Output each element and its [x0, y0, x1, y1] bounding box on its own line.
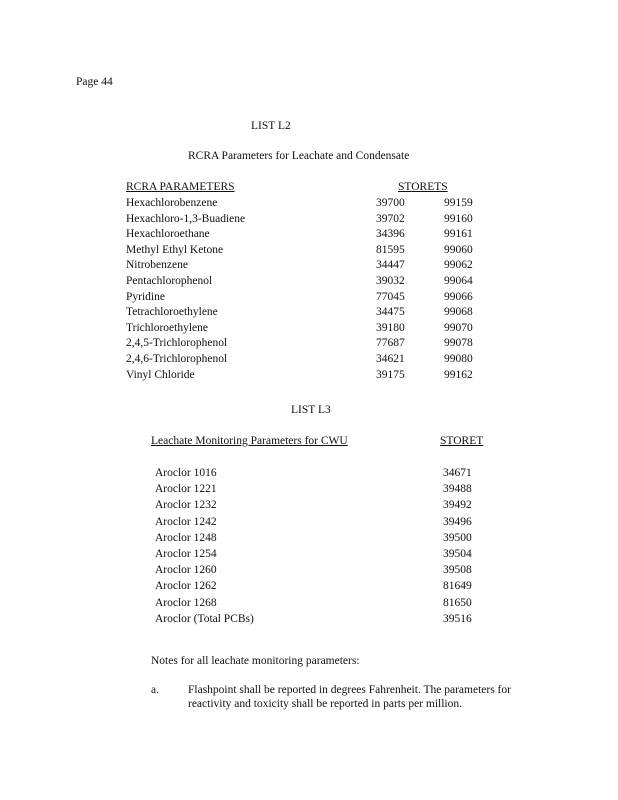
storet-code-alt: 99160: [444, 212, 473, 225]
storet-code: 77687: [376, 337, 405, 350]
storet-code: 81649: [443, 580, 472, 593]
parameter-name: Aroclor (Total PCBs): [155, 612, 254, 625]
storet-code-alt: 99070: [444, 321, 473, 334]
page-number: Page 44: [76, 76, 113, 88]
list-l2-column-header-parameters: RCRA PARAMETERS: [126, 181, 235, 193]
list-l2-column-header-storets: STORETS: [398, 181, 448, 193]
storet-code: 77045: [376, 290, 405, 303]
list-l2-subtitle: RCRA Parameters for Leachate and Condensate: [188, 150, 410, 162]
storet-code-alt: 99159: [444, 197, 473, 209]
parameter-name: Aroclor 1221: [155, 483, 217, 496]
table-row: [0, 532, 618, 548]
note-marker: a.: [151, 684, 159, 696]
parameter-name: Aroclor 1268: [155, 596, 217, 609]
parameter-name: Aroclor 1242: [155, 515, 217, 528]
note-text-line: Flashpoint shall be reported in degrees Fahrenheit. The parameters for: [188, 684, 511, 696]
storet-code: 81595: [376, 243, 405, 256]
table-row: [0, 322, 618, 338]
storet-code: 39508: [443, 564, 472, 577]
parameter-name: Nitrobenzene: [126, 259, 188, 272]
storet-code: 39032: [376, 275, 405, 287]
parameter-name: Vinyl Chloride: [126, 368, 195, 381]
storet-code-alt: 99062: [444, 259, 473, 272]
table-row: [0, 291, 618, 307]
table-row: [0, 228, 618, 244]
parameter-name: Trichloroethylene: [126, 321, 208, 334]
table-row: [0, 548, 618, 564]
storet-code: 39492: [443, 499, 472, 512]
storet-code-alt: 99080: [444, 353, 473, 365]
storet-code-alt: 99068: [444, 306, 473, 319]
list-l3-column-header-parameters: Leachate Monitoring Parameters for CWU: [151, 435, 348, 447]
storet-code: 39175: [376, 368, 405, 381]
storet-code: 34447: [376, 259, 405, 272]
table-row: [0, 275, 618, 291]
storet-code: 39500: [443, 531, 472, 544]
storet-code: 39702: [376, 212, 405, 225]
table-row: [0, 483, 618, 499]
parameter-name: Hexachloro-1,3-Buadiene: [126, 212, 246, 225]
parameter-name: Aroclor 1016: [155, 467, 217, 479]
parameter-name: Hexachloroethane: [126, 228, 210, 241]
storet-code-alt: 99078: [444, 337, 473, 350]
list-l3-heading: LIST L3: [291, 404, 331, 416]
parameter-name: Hexachlorobenzene: [126, 197, 218, 209]
parameter-name: Tetrachloroethylene: [126, 306, 218, 319]
table-row: [0, 369, 618, 385]
parameter-name: 2,4,5-Trichlorophenol: [126, 337, 228, 350]
parameter-name: 2,4,6-Trichlorophenol: [126, 353, 228, 365]
list-l3-column-header-storet: STORET: [440, 435, 484, 447]
storet-code: 39488: [443, 483, 472, 496]
storet-code: 39496: [443, 515, 472, 528]
list-l2-heading: LIST L2: [251, 120, 291, 132]
parameter-name: Methyl Ethyl Ketone: [126, 243, 224, 256]
note-text-line: reactivity and toxicity shall be reported in parts per million.: [188, 698, 463, 710]
table-row: [0, 597, 618, 613]
storet-code: 39504: [443, 548, 472, 560]
table-row: [0, 337, 618, 353]
storet-code-alt: 99161: [444, 228, 473, 241]
notes-heading: Notes for all leachate monitoring parameters:: [151, 655, 360, 667]
parameter-name: Pentachlorophenol: [126, 275, 213, 287]
table-row: [0, 467, 618, 483]
parameter-name: Aroclor 1248: [155, 531, 217, 544]
storet-code: 39700: [376, 197, 405, 209]
table-row: [0, 564, 618, 580]
table-row: [0, 516, 618, 532]
storet-code: 81650: [443, 596, 472, 609]
table-row: [0, 259, 618, 275]
table-row: [0, 197, 618, 213]
storet-code: 34396: [376, 228, 405, 241]
storet-code: 39516: [443, 612, 472, 625]
table-row: [0, 213, 618, 229]
table-row: [0, 353, 618, 369]
table-row: [0, 580, 618, 596]
table-row: [0, 499, 618, 515]
parameter-name: Aroclor 1260: [155, 564, 217, 577]
table-row: [0, 306, 618, 322]
storet-code-alt: 99066: [444, 290, 473, 303]
storet-code: 39180: [376, 321, 405, 334]
table-row: [0, 613, 618, 629]
storet-code: 34621: [376, 353, 405, 365]
parameter-name: Pyridine: [126, 290, 165, 303]
storet-code: 34671: [443, 467, 472, 479]
parameter-name: Aroclor 1254: [155, 548, 217, 560]
parameter-name: Aroclor 1232: [155, 499, 217, 512]
storet-code-alt: 99064: [444, 275, 473, 287]
parameter-name: Aroclor 1262: [155, 580, 217, 593]
storet-code-alt: 99162: [444, 368, 473, 381]
storet-code-alt: 99060: [444, 243, 473, 256]
storet-code: 34475: [376, 306, 405, 319]
table-row: [0, 244, 618, 260]
